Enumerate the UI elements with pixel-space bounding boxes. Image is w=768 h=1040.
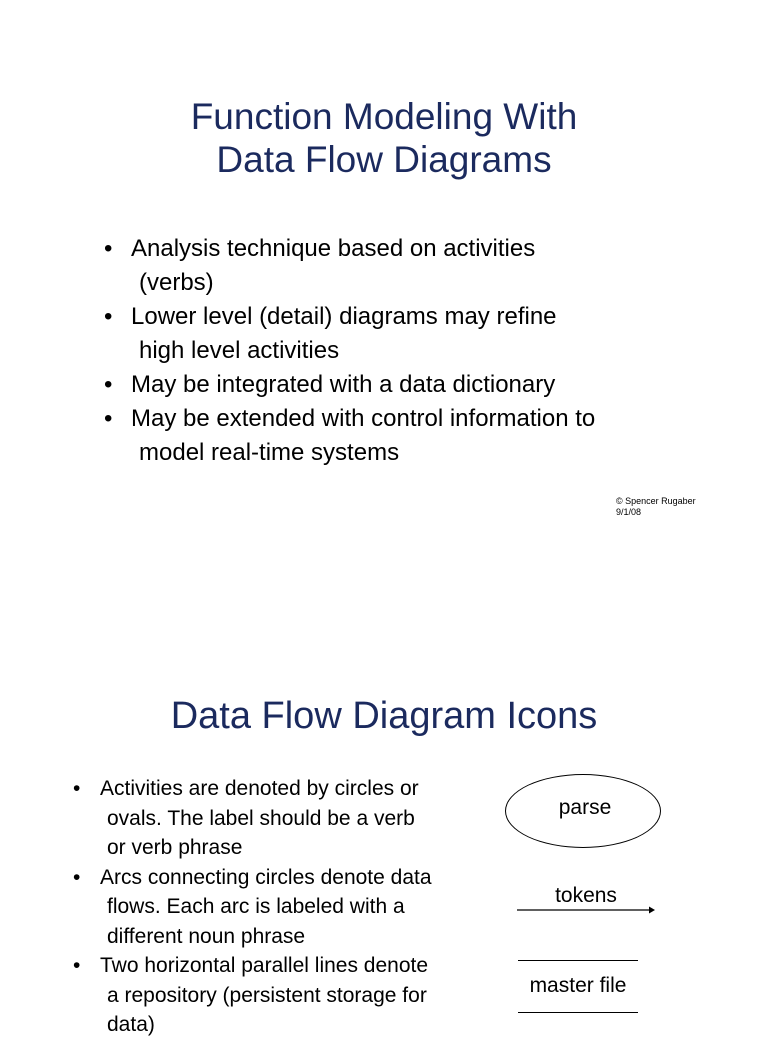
bullet-item [104,368,704,402]
process-label: parse [558,796,612,819]
bullet-icon: • [104,303,113,330]
bullet-line: Arcs connecting circles denote data [100,865,432,889]
bullet-line: May be extended with control information to [131,405,596,432]
bullet-icon: • [73,865,81,889]
bullet-icon: • [73,777,81,800]
bullet-item [73,774,483,863]
bullet-line: high level activities [139,337,340,364]
bullet-item [104,232,704,300]
data-flow-label: tokens [555,884,617,907]
bullet-icon: • [73,954,81,977]
slide-1-title [0,95,768,181]
data-flow-arrow-icon [515,904,657,916]
bullet-line: flows. Each arc is labeled with a [107,895,405,918]
bullet-line: data) [107,1013,155,1036]
slide-2 [0,640,768,1036]
bullet-line: model real-time systems [139,439,400,466]
data-store-top-line [518,960,638,961]
date-text: 9/1/08 [616,507,642,517]
slide-1-footer [616,496,696,518]
bullet-line: Analysis technique based on activities [131,235,536,262]
bullet-line: (verbs) [139,269,214,296]
bullet-line: different noun phrase [107,924,306,948]
data-store-label: master file [529,974,627,997]
bullet-line: Two horizontal parallel lines denote [100,954,429,977]
bullet-item [73,951,483,1040]
title-line-2: Data Flow Diagrams [216,139,552,180]
bullet-line: May be integrated with a data dictionary [131,371,556,398]
slide-1-bullet-list [104,232,704,470]
data-store-bottom-line [518,1012,638,1013]
bullet-item [104,402,704,470]
slide-2-title: Data Flow Diagram Icons [170,695,598,737]
bullet-item [73,863,483,952]
bullet-icon: • [104,405,113,432]
bullet-icon: • [104,371,113,398]
bullet-line: Lower level (detail) diagrams may refine [131,303,557,330]
title-line-1: Function Modeling With [190,96,578,137]
bullet-line: a repository (persistent storage for [107,983,427,1007]
slide-2-bullet-list [73,774,483,1040]
bullet-line: or verb phrase [107,836,243,859]
bullet-item [104,300,704,368]
bullet-icon: • [104,235,113,262]
copyright-text: © Spencer Rugaber [616,496,696,506]
bullet-line: ovals. The label should be a verb [107,806,415,830]
bullet-line: Activities are denoted by circles or [100,777,419,800]
